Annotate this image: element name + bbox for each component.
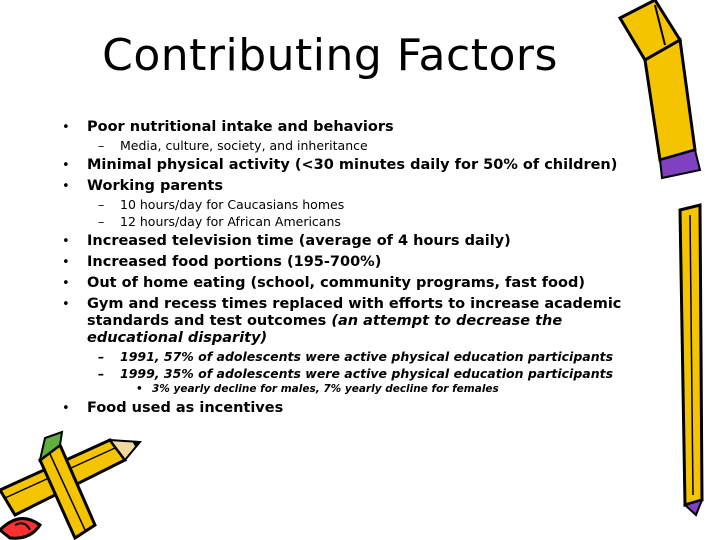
bullet-marker: • [62,276,70,291]
bullet-marker: • [62,158,70,173]
list-item [62,383,652,396]
item-italic-note: (an attempt to decrease the educational disparity) [87,313,563,346]
list-item [62,233,652,250]
item-text: Food used as incentives [87,400,284,416]
dash-marker: – [98,214,105,229]
list-item [62,275,652,292]
bullet-marker: • [136,383,143,395]
dash-marker: – [98,366,105,381]
list-item [62,157,652,174]
item-text: 12 hours/day for African Americans [120,214,341,229]
list-item [62,349,652,364]
list-item [62,254,652,271]
bullet-marker: • [62,297,70,312]
item-text: 1999, 35% of adolescents were active physical education participants [120,366,614,381]
item-text: Poor nutritional intake and behaviors [87,119,394,135]
list-item [62,138,652,153]
list-item [62,214,652,229]
bullet-marker: • [62,234,70,249]
item-text: Minimal physical activity (<30 minutes daily for 50% of children) [87,157,618,173]
bullet-list [62,115,652,417]
dash-marker: – [98,197,105,212]
dash-marker: – [98,349,105,364]
item-text: Media, culture, society, and inheritance [120,138,368,153]
item-text: Out of home eating (school, community programs, fast food) [87,275,585,291]
bullet-marker: • [62,179,70,194]
item-text: Increased food portions (195-700%) [87,254,382,270]
slide-title: Contributing Factors [102,30,558,81]
list-item [62,178,652,195]
dash-marker: – [98,138,105,153]
bullet-marker: • [62,255,70,270]
bullet-marker: • [62,401,70,416]
item-text: Increased television time (average of 4 hours daily) [87,233,511,249]
item-text: 10 hours/day for Caucasians homes [120,197,345,212]
item-text: 1991, 57% of adolescents were active physical education participants [120,349,614,364]
list-item [62,296,652,347]
list-item [62,366,652,381]
list-item [62,197,652,212]
pencil-icon [600,0,710,520]
crossed-pencils-icon [0,430,150,540]
list-item [62,119,652,136]
bullet-marker: • [62,120,70,135]
item-text: Working parents [87,178,223,194]
item-text: Gym and recess times replaced with efforts to increase academic standards and test outcomes [87,296,622,329]
list-item [62,400,652,417]
item-text: 3% yearly decline for males, 7% yearly decline for females [152,383,499,395]
